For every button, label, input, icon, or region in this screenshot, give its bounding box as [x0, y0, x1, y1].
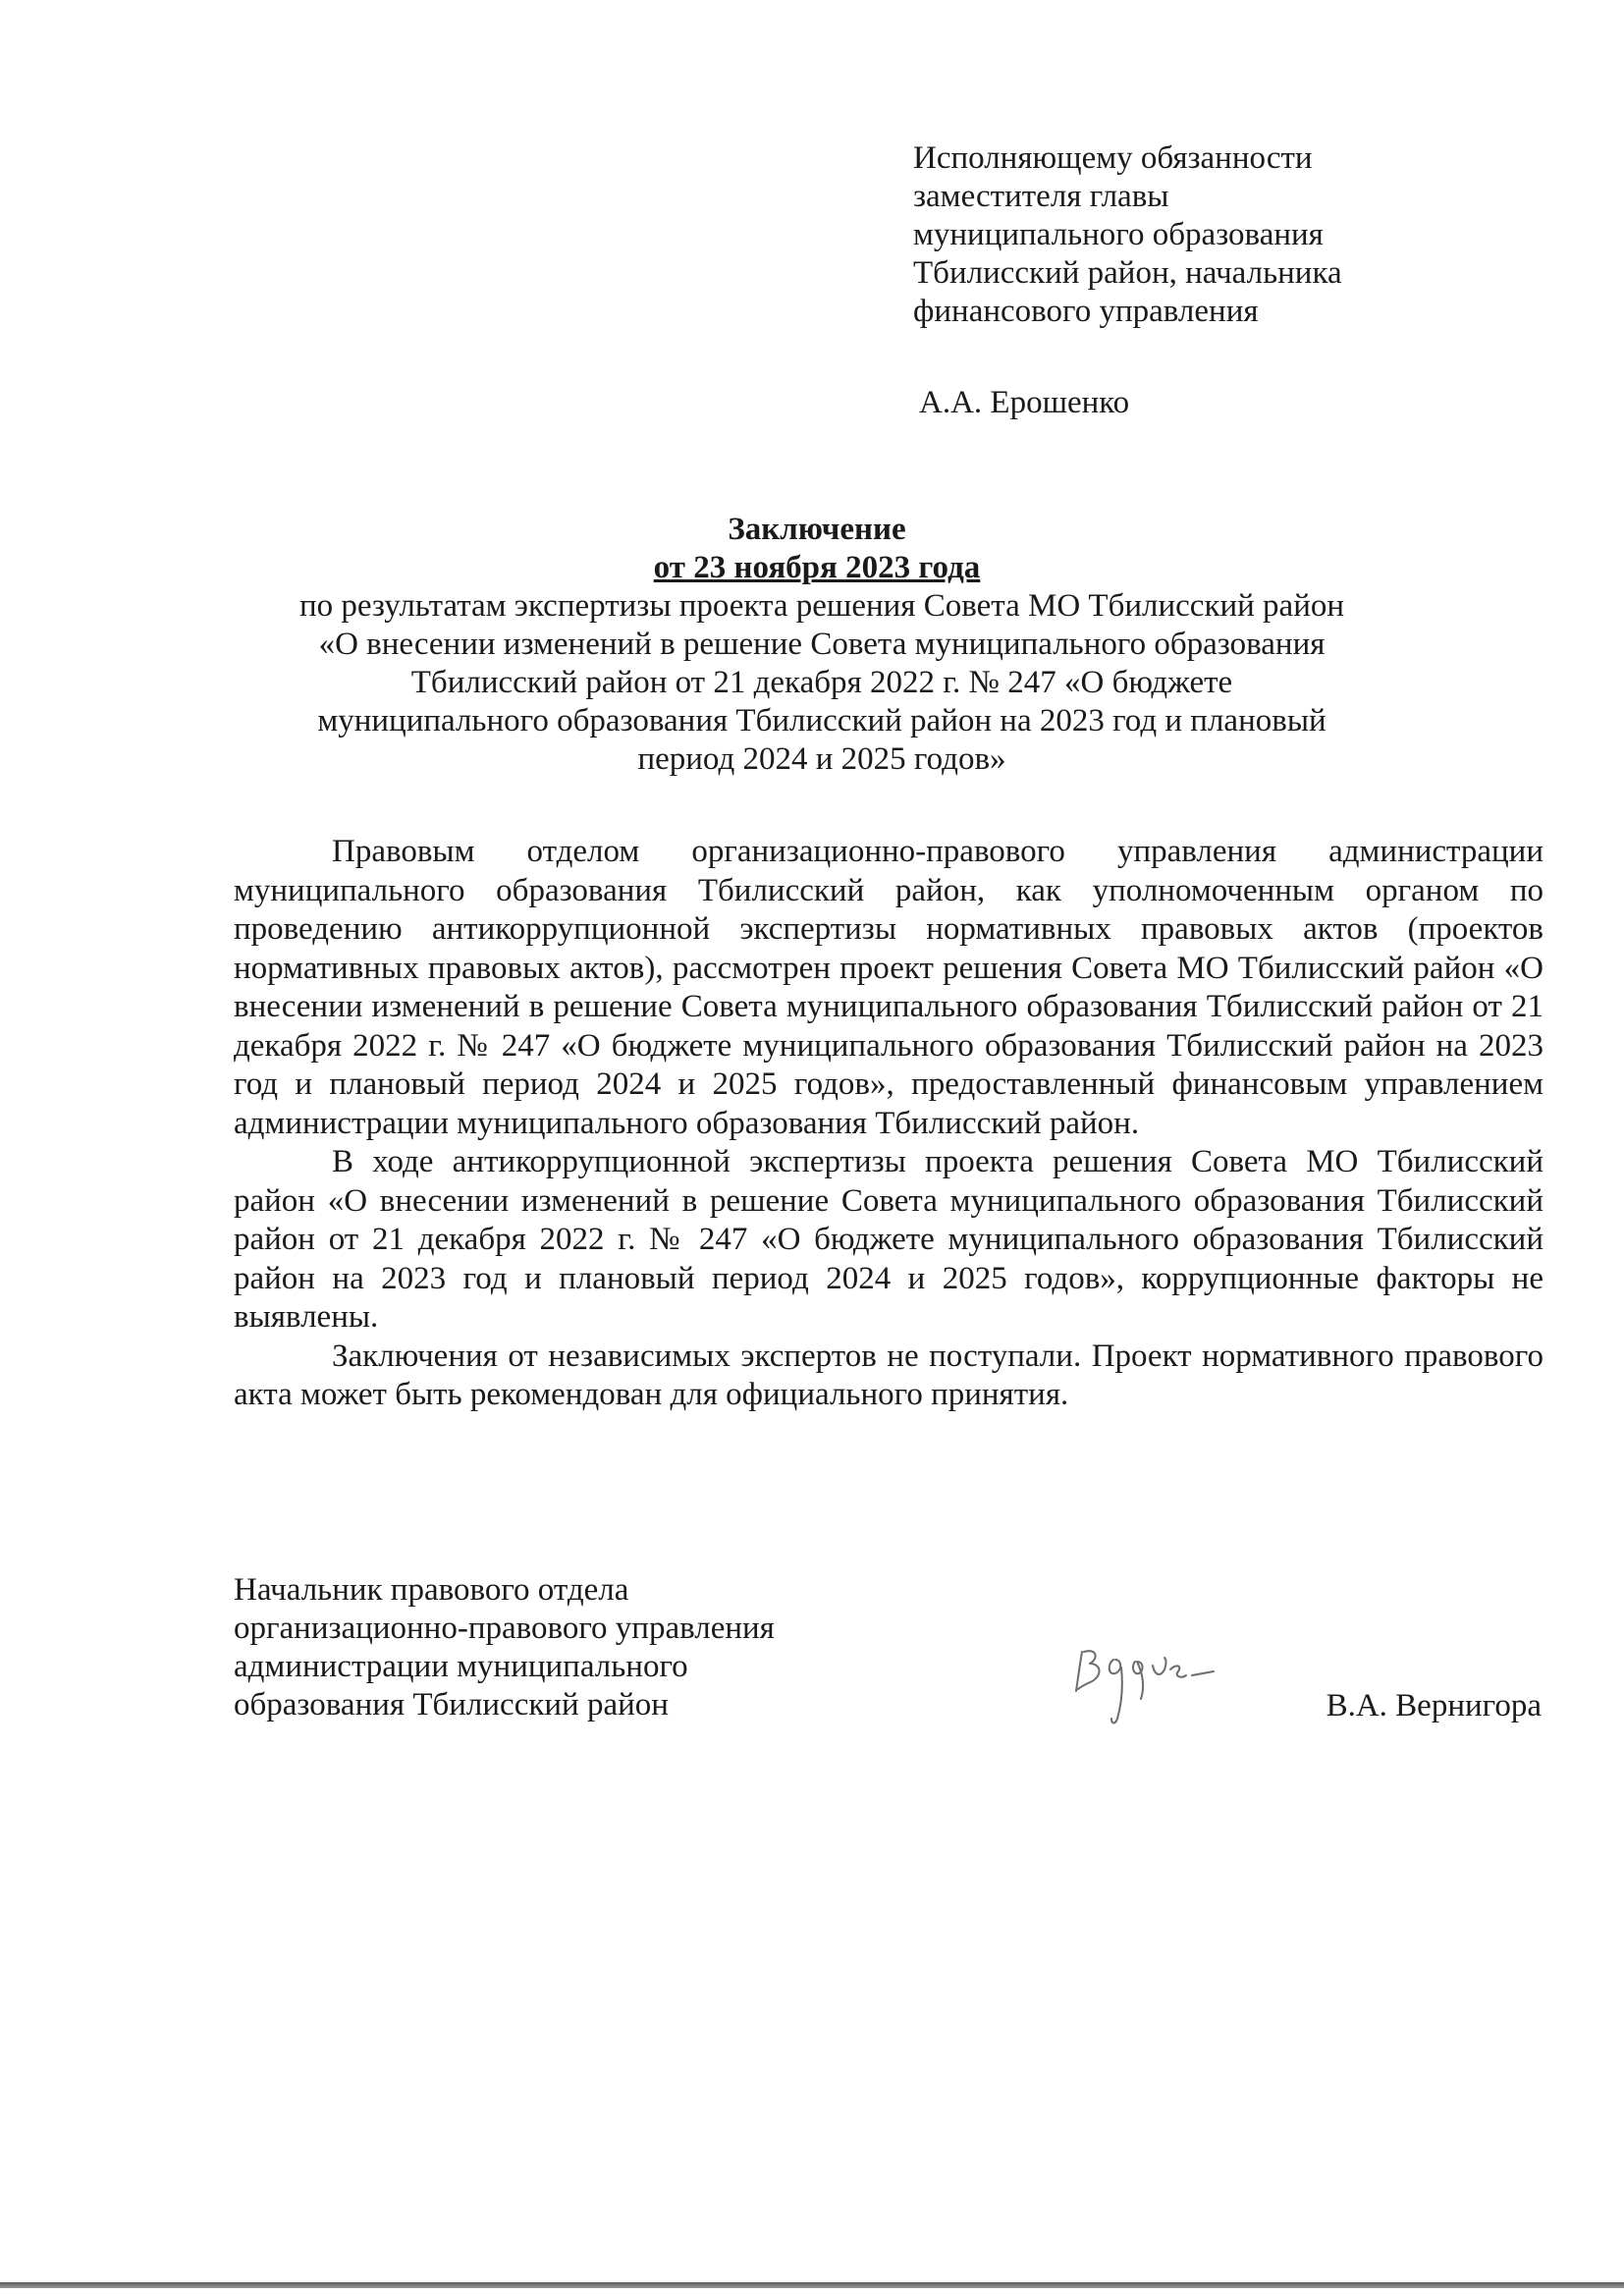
signer-name: В.А. Вернигора [1326, 1688, 1542, 1723]
addressee-line: заместителя главы [913, 179, 1169, 214]
signer-position-line: организационно-правового управления [234, 1611, 775, 1646]
body-paragraph: В ходе антикоррупционной экспертизы проекта решения Совета МО Тбилисский район «О внесении изменений в решение Совета муниципального образования Тбилисский район от 21 декабря 2022 г. № 247 «О бюджете муниципального образования Тбилисский район на 2023 год и плановый период 2024 и 2025 годов», коррупционные факторы не выявлены. [234, 1144, 1543, 1335]
body-paragraph: Заключения от независимых экспертов не поступали. Проект нормативного правового акта может быть рекомендован для официального принятия. [234, 1338, 1543, 1412]
addressee-line: Тбилисский район, начальника [913, 255, 1342, 291]
signer-position-line: Начальник правового отдела [234, 1572, 629, 1608]
handwritten-signature-icon [1070, 1630, 1227, 1738]
addressee-line: финансового управления [913, 294, 1259, 329]
subtitle-line: муниципального образования Тбилисский район на 2023 год и плановый [317, 703, 1326, 738]
signer-position-line: образования Тбилисский район [234, 1687, 669, 1722]
addressee-line: муниципального образования [913, 217, 1324, 252]
document-date: от 23 ноября 2023 года [653, 550, 981, 585]
document-body [234, 833, 1543, 1415]
subtitle-line: период 2024 и 2025 годов» [637, 741, 1006, 777]
bottom-scan-edge [0, 2282, 1624, 2288]
body-paragraph: Правовым отделом организационно-правового управления администрации муниципального образования Тбилисский район, как уполномоченным органом по проведению антикоррупционной экспертизы нормативных правовых актов (проектов нормативных правовых актов), рассмотрен проект решения Совета МО Тбилисский район «О внесении изменений в решение Совета муниципального образования Тбилисский район от 21 декабря 2022 г. № 247 «О бюджете муниципального образования Тбилисский район на 2023 год и плановый период 2024 и 2025 годов», предоставленный финансовым управлением администрации муниципального образования Тбилисский район. [234, 834, 1543, 1141]
document-heading [0, 511, 1624, 779]
subtitle-line: Тбилисский район от 21 декабря 2022 г. № 247 «О бюджете [410, 665, 1233, 700]
document-title: Заключение [728, 512, 906, 547]
subtitle-line: «О внесении изменений в решение Совета муниципального образования [318, 627, 1326, 662]
addressee-block [913, 139, 1463, 422]
subtitle-line: по результатам экспертизы проекта решения Совета МО Тбилисский район [298, 588, 1345, 624]
addressee-name: А.А. Ерошенко [919, 385, 1130, 420]
signer-position-line: администрации муниципального [234, 1649, 688, 1684]
signature-block [234, 1571, 1549, 1748]
addressee-line: Исполняющему обязанности [913, 140, 1313, 176]
